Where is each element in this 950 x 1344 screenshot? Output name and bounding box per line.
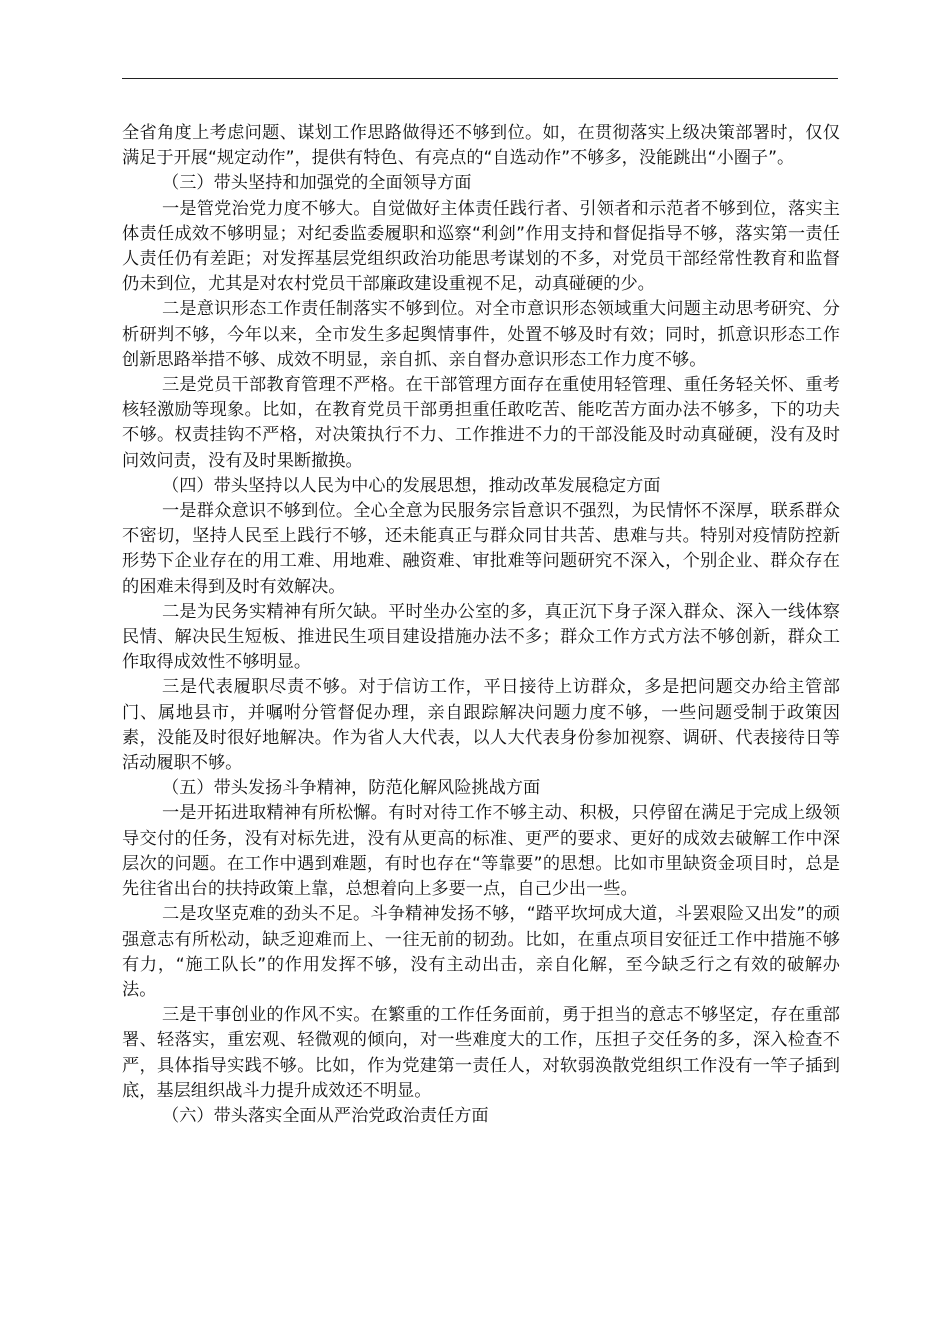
- paragraph: 三是代表履职尽责不够。对于信访工作，平日接待上访群众，多是把问题交办给主管部门、属地县市，并嘱咐分管督促办理，亲自跟踪解决问题力度不够，一些问题受制于政策因素，没能及时很好地解决。作为省人大代表，以人大代表身份参加视察、调研、代表接待日等活动履职不够。: [122, 677, 840, 774]
- paragraph: 二是为民务实精神有所欠缺。平时坐办公室的多，真正沉下身子深入群众、深入一线体察民情、解决民生短板、推进民生项目建设措施办法不多；群众工作方式方法不够创新，群众工作取得成效性不够明显。: [122, 601, 840, 673]
- paragraph-continuation: 全省角度上考虑问题、谋划工作思路做得还不够到位。如，在贯彻落实上级决策部署时，仅仅满足于开展“规定动作”，提供有特色、有亮点的“自选动作”不够多，没能跳出“小圈子”。: [122, 123, 840, 169]
- section-heading-5: （五）带头发扬斗争精神，防范化解风险挑战方面: [162, 778, 541, 799]
- paragraph: 一是管党治党力度不够大。自觉做好主体责任践行者、引领者和示范者不够到位，落实主体责任成效不够明显；对纪委监委履职和巡察“利剑”作用支持和督促指导不够，落实第一责任人责任仍有差距；对发挥基层党组织政治功能思考谋划的不多，对党员干部经常性教育和监督仍未到位，尤其是对农村党员干部廉政建设重视不足，动真碰硬的少。: [122, 198, 840, 295]
- header-rule: [122, 78, 838, 79]
- paragraph: 三是干事创业的作风不实。在繁重的工作任务面前，勇于担当的意志不够坚定，存在重部署、轻落实，重宏观、轻微观的倾向，对一些难度大的工作，压担子交任务的多，深入检查不严，具体指导实践不够。比如，作为党建第一责任人，对软弱涣散党组织工作没有一竿子插到底，基层组织战斗力提升成效还不明显。: [122, 1005, 840, 1101]
- paragraph: 一是群众意识不够到位。全心全意为民服务宗旨意识不强烈，为民情怀不深厚，联系群众不密切，坚持人民至上践行不够，还未能真正与群众同甘共苦、患难与共。特别对疫情防控新形势下企业存在的用工难、用地难、融资难、审批难等问题研究不深入，个别企业、群众存在的困难未得到及时有效解决。: [122, 501, 840, 597]
- paragraph: 三是党员干部教育管理不严格。在干部管理方面存在重使用轻管理、重任务轻关怀、重考核轻激励等现象。比如，在教育党员干部勇担重任敢吃苦、能吃苦方面办法不够多，下的功夫不够。权责挂钩不严格，对决策执行不力、工作推进不力的干部没能及时动真碰硬，没有及时问效问责，没有及时果断撤换。: [122, 375, 840, 471]
- paragraph: 二是攻坚克难的劲头不足。斗争精神发扬不够，“踏平坎坷成大道，斗罢艰险又出发”的顽强意志有所松动，缺乏迎难而上、一往无前的韧劲。比如，在重点项目安征迁工作中措施不够有力，“施工队长”的作用发挥不够，没有主动出击，亲自化解，至今缺乏行之有效的破解办法。: [122, 904, 840, 1000]
- section-heading-3: （三）带头坚持和加强党的全面领导方面: [162, 173, 472, 194]
- document-body: [122, 121, 840, 1129]
- paragraph: 二是意识形态工作责任制落实不够到位。对全市意识形态领域重大问题主动思考研究、分析研判不够，今年以来，全市发生多起舆情事件，处置不够及时有效；同时，抓意识形态工作创新思路举措不够、成效不明显，亲自抓、亲自督办意识形态工作力度不够。: [122, 299, 840, 370]
- paragraph: 一是开拓进取精神有所松懈。有时对待工作不够主动、积极，只停留在满足于完成上级领导交付的任务，没有对标先进，没有从更高的标准、更严的要求、更好的成效去破解工作中深层次的问题。在工作中遇到难题，有时也存在“等靠要”的思想。比如市里缺资金项目时，总是先往省出台的扶持政策上靠，总想着向上多要一点，自己少出一些。: [122, 803, 840, 900]
- section-heading-6: （六）带头落实全面从严治党政治责任方面: [162, 1105, 489, 1126]
- section-heading-4: （四）带头坚持以人民为中心的发展思想，推动改革发展稳定方面: [162, 475, 661, 496]
